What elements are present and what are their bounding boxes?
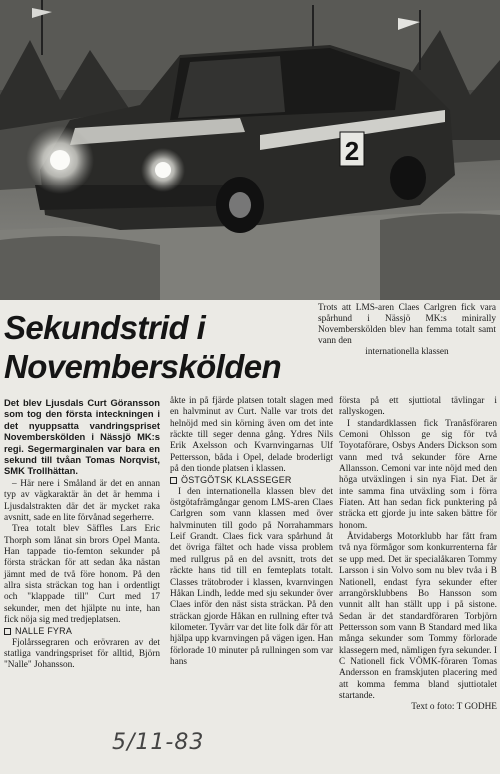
- rally-photo: [0, 0, 500, 300]
- paragraph: – Här nere i Småland är det en annan typ av vägkaraktär än det är hemma i Ljusdalstrakten där det är mycket raka avsnitt, sade en lite förvånad segerherre.: [4, 478, 160, 523]
- car-number: 2: [344, 136, 360, 166]
- caption-line: minirally Novemberskölden blev: [318, 314, 496, 336]
- subheading: [170, 475, 333, 486]
- caption-line: internationella klassen: [365, 347, 449, 358]
- article-column-1: [4, 397, 160, 672]
- square-bullet-icon: [4, 628, 11, 635]
- article-headline: [4, 308, 281, 386]
- paragraph: Fjolårssegraren och erövraren av det statliga vandringspriset för alltid, Björn "Nalle" Johansson.: [4, 637, 160, 671]
- handwritten-date: 5/11-83: [112, 730, 205, 755]
- article-column-3: [339, 396, 497, 714]
- caption-line: fick vara spårhund i Nässjö MK:s: [318, 303, 496, 325]
- caption-line: Trots att LMS-aren Claes Carlgren: [318, 303, 461, 313]
- subheading-label: ÖSTGÖTSK KLASSEGER: [181, 475, 292, 486]
- paragraph: I standardklassen fick Tranåsföraren Cemoni Ohlsson ge sig för två Toyotaförare, Osbys Anders Dickson som vann med två sekunder före Arne Allansson. Cemoni var inte nöjd med den höga utväxlingen i sin nya Fiat. Det är inte samma fina utväxling som i förra Fiaten. Att han sedan fick punktering på sträcka ett gjorde ju inte saken bättre för honom.: [339, 418, 497, 531]
- paragraph: I den internationella klassen blev det östgötafrämgångar genom LMS-aren Claes Carlgren som vann klassen med över halvminuten till godo på Norrahammars Leif Grandt. Claes fick vara spårhund åt det övriga fältet och hade vissa problem med rullgrus på en del avsnitt, trots det räckte hans tid till en femteplats totalt. Classes trätobroder i klassen, kvarnvingen Håkan Lindh, ledde med sju sekunder över Claes inför den näst sista sträckan. På den sträckan gjorde Håkan en rullning efter två kilometer. Tyvärr var det lite folk där för att hjälpa upp kvarnvingen på vägen igen. Han förlorade 10 minuter på rullningen som var hans: [170, 486, 333, 667]
- article-lead: Det blev Ljusdals Curt Göransson som tog den första inteckningen i det nyuppsatta vandringspriset Novemberskölden i Nässjö MK:s regi. Segermarginalen var bara en sekund till tvåan Tomas Norqvist, SMK Trollhättan.: [4, 397, 160, 477]
- article-column-2: [170, 396, 333, 668]
- paragraph: åkte in på fjärde platsen totalt slagen med en halvminut av Curt. Nalle var trots det helnöjd med sin körning även om det inte räckte till seger denna gång. Ydres Nils Erik Axelsson och Kvarnvingarnas Ulf Pettersson, båda i Opel, delade broderligt på den tionde platsen i klassen.: [170, 396, 333, 475]
- square-bullet-icon: [170, 477, 177, 484]
- photo-credit: Text o foto: T GODHE: [411, 702, 497, 713]
- paragraph: första på ett sjuttiotal tävlingar i rallyskogen.: [339, 396, 497, 418]
- paragraph: Trea totalt blev Säffles Lars Eric Thorph som lånat sin brors Opel Manta. Han tappade tio-femton sekunder på första sträckan för att sedan åka nästan jämnt med de två före honom. På den allra sista sträckan tog han i ordentligt och "klappade till" Curt med 17 sekunder, men det hjälpte nu inte, han fick nöja sig med tredjeplatsen.: [4, 524, 160, 625]
- headline-line-2: Novemberskölden: [4, 348, 282, 385]
- paragraph: Åtvidabergs Motorklubb har fått fram två nya förmågor som konkurrenterna får se upp med. Det är specialåkaren Tommy Larsson i sin Volvo som nu blev tvåa i B Nationell, endast fyra sekunder efter arrangörsklubbens Bo Hansson som vunnit allt han ställt upp i på sistone. Sedan är det standardföraren Torbjörn Pettersson som vann B Standard med lika många sekunder som Tommy förlorade klassegern med, nämligen fyra sekunder. I C Nationell fick VÖMK-föraren Tomas Andersson en framskjuten placering med att komma femma bland sjuttiotalet startande.: [339, 532, 497, 701]
- caption-line: han femma totalt samt vann den: [318, 325, 496, 347]
- headline-line-1: Sekundstrid i: [4, 309, 206, 346]
- subheading: [4, 626, 160, 637]
- subheading-label: NALLE FYRA: [15, 626, 73, 637]
- photo-caption: [318, 303, 496, 358]
